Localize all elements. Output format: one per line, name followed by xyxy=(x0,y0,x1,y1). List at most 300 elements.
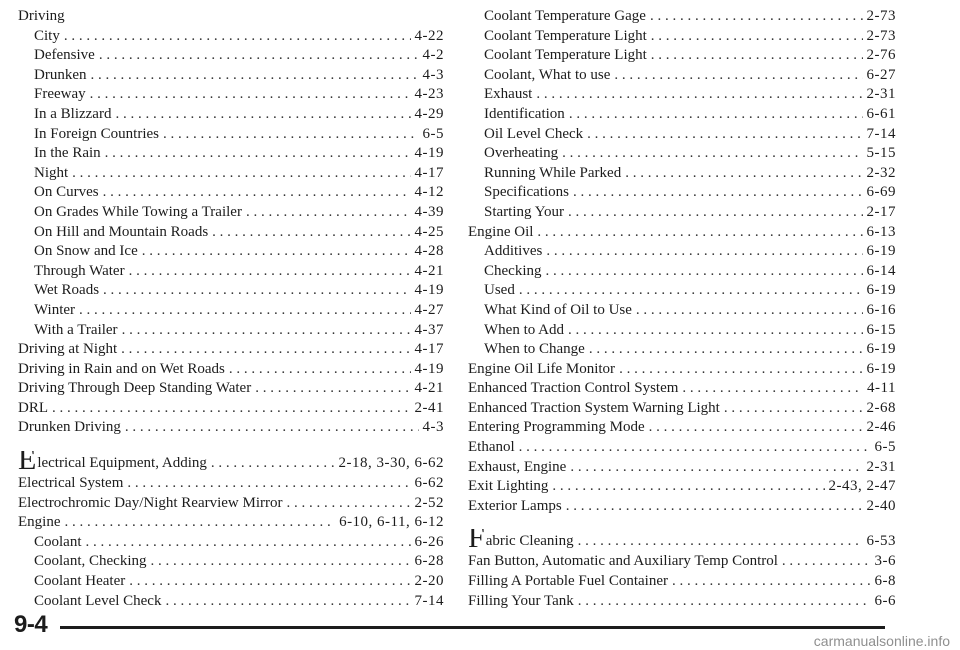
entry-text: Enhanced Traction System Warning Light xyxy=(468,399,720,416)
entry-text: Exterior Lamps xyxy=(468,497,562,514)
index-entry xyxy=(18,47,444,67)
dot-leader xyxy=(52,400,411,417)
index-entry xyxy=(18,126,444,146)
index-entry xyxy=(468,165,896,185)
entry-label xyxy=(34,553,147,570)
entry-label xyxy=(468,224,533,241)
page-reference: 4-37 xyxy=(414,321,444,338)
entry-label xyxy=(34,28,60,45)
dot-leader xyxy=(536,86,862,103)
page-reference: 7-14 xyxy=(414,592,444,609)
entry-text: City xyxy=(34,27,60,44)
dot-leader xyxy=(212,224,410,241)
dot-leader xyxy=(589,341,863,358)
index-entry xyxy=(468,573,896,593)
dot-leader xyxy=(127,475,410,492)
entry-text: lectrical Equipment, Adding xyxy=(37,455,207,472)
entry-text: Identification xyxy=(484,105,565,122)
dot-leader xyxy=(587,126,862,143)
dot-leader xyxy=(105,145,411,162)
index-entry xyxy=(468,86,896,106)
dot-leader xyxy=(651,28,863,45)
entry-label xyxy=(468,400,720,417)
entry-label xyxy=(468,553,778,570)
index-entry xyxy=(18,184,444,204)
index-entry xyxy=(468,126,896,146)
entry-label xyxy=(18,380,251,397)
page-reference: 2-31 xyxy=(866,86,896,103)
entry-text: Wet Roads xyxy=(34,282,100,299)
dot-leader xyxy=(115,106,410,123)
page-reference: 4-3 xyxy=(422,419,444,436)
entry-label xyxy=(468,361,615,378)
index-entry xyxy=(468,204,896,224)
dot-leader xyxy=(64,28,411,45)
entry-label xyxy=(468,439,515,456)
entry-text: Through Water xyxy=(34,262,125,279)
dot-leader xyxy=(651,47,863,64)
dot-leader xyxy=(650,8,863,25)
page-reference: 6-61 xyxy=(866,105,896,122)
section-initial: E xyxy=(18,451,37,476)
page-reference: 6-62 xyxy=(414,475,444,492)
page-reference: 5-15 xyxy=(866,145,896,162)
entry-label xyxy=(34,224,208,241)
dot-leader xyxy=(568,204,862,221)
page-reference: 6-27 xyxy=(866,66,896,83)
dot-leader xyxy=(570,459,862,476)
entry-label xyxy=(484,106,565,123)
entry-text: Coolant, What to use xyxy=(484,66,611,83)
index-entry xyxy=(468,459,896,479)
entry-text: Electrical System xyxy=(18,475,124,492)
index-entry xyxy=(18,67,444,87)
entry-label xyxy=(484,86,532,103)
index-entry xyxy=(18,243,444,263)
dot-leader xyxy=(142,243,411,260)
entry-label xyxy=(18,400,48,417)
dot-leader xyxy=(211,455,335,472)
index-entry xyxy=(18,106,444,126)
entry-text: Ethanol xyxy=(468,439,515,456)
dot-leader xyxy=(537,224,862,241)
entry-text: Fan Button, Automatic and Auxiliary Temp Control xyxy=(468,553,778,570)
entry-label xyxy=(34,145,101,162)
dot-leader xyxy=(246,204,411,221)
entry-label xyxy=(34,302,75,319)
entry-label xyxy=(468,593,574,610)
entry-label xyxy=(484,243,542,260)
entry-text: Drunken xyxy=(34,66,87,83)
entry-label xyxy=(34,243,138,260)
dot-leader xyxy=(625,165,862,182)
entry-text: Driving in Rain and on Wet Roads xyxy=(18,360,225,377)
dot-leader xyxy=(90,86,411,103)
index-entry xyxy=(468,341,896,361)
page-reference: 2-73 xyxy=(866,8,896,24)
index-entry xyxy=(468,380,896,400)
index-entry xyxy=(468,263,896,283)
dot-leader xyxy=(229,361,411,378)
page-reference: 2-41 xyxy=(414,399,444,416)
entry-text: When to Change xyxy=(484,341,585,358)
entry-text: In the Rain xyxy=(34,145,101,162)
page-reference: 6-14 xyxy=(866,262,896,279)
dot-leader xyxy=(79,302,410,319)
entry-text: Checking xyxy=(484,262,542,279)
entry-label xyxy=(468,498,562,515)
page-reference: 4-2 xyxy=(422,47,444,64)
page-reference: 4-21 xyxy=(414,380,444,397)
entry-text: Driving at Night xyxy=(18,341,118,358)
dot-leader xyxy=(578,593,871,610)
dot-leader xyxy=(103,282,410,299)
page-reference: 4-3 xyxy=(422,66,444,83)
page-reference: 4-28 xyxy=(414,243,444,260)
dot-leader xyxy=(546,243,862,260)
entry-text: Specifications xyxy=(484,184,569,201)
section-initial: F xyxy=(468,529,485,554)
entry-text: Entering Programming Mode xyxy=(468,419,645,436)
entry-label xyxy=(18,361,225,378)
entry-label xyxy=(34,47,95,64)
entry-text: Drunken Driving xyxy=(18,419,121,436)
entry-text: Coolant Level Check xyxy=(34,592,162,609)
entry-label xyxy=(34,184,99,201)
entry-label xyxy=(484,47,647,64)
entry-text: Driving xyxy=(18,8,65,24)
index-entry xyxy=(468,243,896,263)
dot-leader xyxy=(566,498,863,515)
dot-leader xyxy=(672,573,871,590)
entry-label xyxy=(18,8,444,25)
entry-text: On Hill and Mountain Roads xyxy=(34,223,209,240)
entry-text: Enhanced Traction Control System xyxy=(468,380,679,397)
page-reference: 6-26 xyxy=(414,533,444,550)
index-column-left xyxy=(18,8,444,612)
index-entry xyxy=(18,593,444,613)
index-entry xyxy=(468,361,896,381)
index-entry xyxy=(468,67,896,87)
index-entry xyxy=(18,419,444,439)
page-reference: 4-17 xyxy=(414,341,444,358)
entry-label xyxy=(484,282,515,299)
entry-text: On Grades While Towing a Trailer xyxy=(34,203,242,220)
page-reference: 6-15 xyxy=(866,321,896,338)
entry-label xyxy=(484,126,583,143)
page-reference: 6-19 xyxy=(866,282,896,299)
entry-text: Exhaust xyxy=(484,86,533,103)
index-entry xyxy=(18,451,444,475)
dot-leader xyxy=(619,361,862,378)
index-entry xyxy=(18,86,444,106)
dot-leader xyxy=(562,145,862,162)
entry-text: Coolant xyxy=(34,533,82,550)
page-reference: 4-22 xyxy=(414,27,444,44)
index-entry xyxy=(18,145,444,165)
page-reference: 4-21 xyxy=(414,262,444,279)
entry-label xyxy=(468,529,574,554)
index-entry xyxy=(468,529,896,553)
page-reference: 2-43, 2-47 xyxy=(828,478,896,495)
index-entry xyxy=(468,28,896,48)
entry-label xyxy=(34,126,159,143)
watermark-link[interactable]: carmanualsonline.info xyxy=(813,633,950,649)
index-entry xyxy=(468,400,896,420)
entry-text: Filling Your Tank xyxy=(468,592,574,609)
index-entry xyxy=(18,341,444,361)
page-reference: 6-16 xyxy=(866,301,896,318)
page-reference: 4-19 xyxy=(414,360,444,377)
page-reference: 4-29 xyxy=(414,105,444,122)
dot-leader xyxy=(122,322,411,339)
entry-label xyxy=(18,419,121,436)
dot-leader xyxy=(91,67,419,84)
page-reference: 4-39 xyxy=(414,203,444,220)
index-entry xyxy=(468,478,896,498)
entry-text: Overheating xyxy=(484,145,559,162)
index-entry xyxy=(468,498,896,518)
entry-label xyxy=(484,145,558,162)
index-column-right xyxy=(468,8,896,612)
page-reference: 2-68 xyxy=(866,399,896,416)
entry-label xyxy=(34,165,68,182)
index-entry xyxy=(468,419,896,439)
page-reference: 7-14 xyxy=(866,125,896,142)
page-reference: 3-6 xyxy=(874,553,896,570)
entry-label xyxy=(34,573,125,590)
page-reference: 4-27 xyxy=(414,301,444,318)
index-entry xyxy=(18,495,444,515)
entry-text: Engine Oil Life Monitor xyxy=(468,360,616,377)
entry-text: In a Blizzard xyxy=(34,105,112,122)
entry-label xyxy=(468,380,678,397)
entry-text: Exhaust, Engine xyxy=(468,458,567,475)
dot-leader xyxy=(163,126,419,143)
page-reference: 4-23 xyxy=(414,86,444,103)
entry-label xyxy=(468,478,548,495)
entry-label xyxy=(34,106,111,123)
index-entry xyxy=(18,302,444,322)
index-entry xyxy=(468,553,896,573)
page-reference: 2-31 xyxy=(866,458,896,475)
entry-text: Night xyxy=(34,164,69,181)
entry-label xyxy=(484,67,610,84)
dot-leader xyxy=(121,341,410,358)
index-entry xyxy=(468,184,896,204)
dot-leader xyxy=(255,380,410,397)
dot-leader xyxy=(151,553,411,570)
dot-leader xyxy=(519,439,871,456)
entry-label xyxy=(34,534,82,551)
index-entry xyxy=(18,475,444,495)
entry-label xyxy=(34,593,161,610)
dot-leader xyxy=(552,478,824,495)
index-entry xyxy=(18,380,444,400)
index-entry xyxy=(18,514,444,534)
entry-label xyxy=(18,495,283,512)
entry-text: abric Cleaning xyxy=(485,533,574,550)
page-reference: 6-6 xyxy=(874,592,896,609)
entry-label xyxy=(484,28,647,45)
entry-label xyxy=(484,184,569,201)
entry-label xyxy=(34,204,242,221)
footer-rule xyxy=(60,626,885,629)
dot-leader xyxy=(287,495,411,512)
index-entry xyxy=(468,8,896,28)
page-reference: 2-32 xyxy=(866,164,896,181)
page-reference: 6-19 xyxy=(866,341,896,358)
entry-label xyxy=(34,263,125,280)
page-reference: 4-17 xyxy=(414,164,444,181)
entry-text: Oil Level Check xyxy=(484,125,584,142)
page-reference: 6-69 xyxy=(866,184,896,201)
dot-leader xyxy=(125,419,419,436)
entry-label xyxy=(468,573,668,590)
index-entry xyxy=(18,573,444,593)
page-reference: 2-52 xyxy=(414,494,444,511)
index-entry xyxy=(468,145,896,165)
page-reference: 2-76 xyxy=(866,47,896,64)
page-reference: 6-28 xyxy=(414,553,444,570)
index-entry xyxy=(18,165,444,185)
entry-text: When to Add xyxy=(484,321,564,338)
entry-text: Used xyxy=(484,282,515,299)
index-entry xyxy=(468,47,896,67)
page-reference: 6-53 xyxy=(866,533,896,550)
index-entry xyxy=(468,593,896,613)
index-entry xyxy=(468,106,896,126)
dot-leader xyxy=(649,419,863,436)
entry-text: Electrochromic Day/Night Rearview Mirror xyxy=(18,494,283,511)
page-reference: 4-12 xyxy=(414,184,444,201)
entry-text: With a Trailer xyxy=(34,321,118,338)
page-reference: 6-10, 6-11, 6-12 xyxy=(339,514,444,531)
dot-leader xyxy=(165,593,410,610)
entry-text: On Snow and Ice xyxy=(34,243,138,260)
index-entry xyxy=(18,263,444,283)
entry-label xyxy=(484,341,585,358)
entry-text: Defensive xyxy=(34,47,95,64)
dot-leader xyxy=(614,67,862,84)
dot-leader xyxy=(724,400,863,417)
page-reference: 2-40 xyxy=(866,497,896,514)
dot-leader xyxy=(578,533,863,550)
page-reference: 4-11 xyxy=(867,380,896,397)
page-reference: 2-73 xyxy=(866,27,896,44)
entry-label xyxy=(34,282,99,299)
index-entry xyxy=(468,224,896,244)
page-reference: 6-5 xyxy=(874,439,896,456)
page-reference: 4-25 xyxy=(414,223,444,240)
page-reference: 2-17 xyxy=(866,203,896,220)
entry-text: Driving Through Deep Standing Water xyxy=(18,380,252,397)
entry-text: What Kind of Oil to Use xyxy=(484,301,632,318)
index-entry xyxy=(18,361,444,381)
entry-label xyxy=(484,8,646,25)
entry-text: Coolant Temperature Light xyxy=(484,27,647,44)
entry-label xyxy=(484,302,632,319)
entry-label xyxy=(484,263,542,280)
entry-text: On Curves xyxy=(34,184,99,201)
page-reference: 4-19 xyxy=(414,145,444,162)
dot-leader xyxy=(99,47,419,64)
entry-text: Additives xyxy=(484,243,543,260)
entry-text: Running While Parked xyxy=(484,164,622,181)
entry-label xyxy=(484,322,564,339)
page-reference: 6-5 xyxy=(422,125,444,142)
entry-text: Exit Lighting xyxy=(468,478,549,495)
dot-leader xyxy=(86,534,411,551)
index-entry xyxy=(18,204,444,224)
index-entry xyxy=(18,28,444,48)
dot-leader xyxy=(569,106,863,123)
dot-leader xyxy=(103,184,411,201)
index-entry xyxy=(18,224,444,244)
entry-text: Coolant, Checking xyxy=(34,553,147,570)
dot-leader xyxy=(573,184,863,201)
dot-leader xyxy=(546,263,863,280)
entry-label xyxy=(18,451,207,476)
page-number: 9-4 xyxy=(14,611,48,638)
entry-label xyxy=(18,514,61,531)
entry-text: Filling A Portable Fuel Container xyxy=(468,573,668,590)
index-entry xyxy=(468,282,896,302)
entry-label xyxy=(34,86,86,103)
dot-leader xyxy=(782,553,871,570)
dot-leader xyxy=(519,282,863,299)
index-entry xyxy=(18,534,444,554)
index-entry xyxy=(18,400,444,420)
entry-text: Starting Your xyxy=(484,203,565,220)
dot-leader xyxy=(682,380,863,397)
entry-label xyxy=(484,204,564,221)
index-entry xyxy=(18,553,444,573)
entry-label xyxy=(34,67,87,84)
dot-leader xyxy=(65,514,336,531)
index-entry xyxy=(468,439,896,459)
page-reference: 2-18, 3-30, 6-62 xyxy=(338,455,444,472)
index-entry xyxy=(18,282,444,302)
entry-label xyxy=(18,341,117,358)
page-reference: 6-19 xyxy=(866,243,896,260)
entry-text: Winter xyxy=(34,301,76,318)
entry-label xyxy=(468,459,566,476)
page-reference: 2-20 xyxy=(414,573,444,590)
entry-text: Coolant Temperature Gage xyxy=(484,8,646,24)
dot-leader xyxy=(568,322,863,339)
entry-text: Coolant Temperature Light xyxy=(484,47,647,64)
entry-text: In Foreign Countries xyxy=(34,125,159,142)
dot-leader xyxy=(72,165,410,182)
page-reference: 6-13 xyxy=(866,223,896,240)
entry-text: Freeway xyxy=(34,86,86,103)
entry-text: Engine xyxy=(18,514,61,531)
entry-text: DRL xyxy=(18,399,48,416)
page-reference: 6-19 xyxy=(866,360,896,377)
dot-leader xyxy=(129,263,411,280)
page-reference: 4-19 xyxy=(414,282,444,299)
entry-text: Coolant Heater xyxy=(34,573,126,590)
entry-label xyxy=(18,475,123,492)
entry-text: Engine Oil xyxy=(468,223,534,240)
dot-leader xyxy=(129,573,410,590)
index-entry xyxy=(468,322,896,342)
dot-leader xyxy=(636,302,863,319)
entry-label xyxy=(34,322,118,339)
entry-label xyxy=(468,419,645,436)
index-entry xyxy=(18,8,444,28)
